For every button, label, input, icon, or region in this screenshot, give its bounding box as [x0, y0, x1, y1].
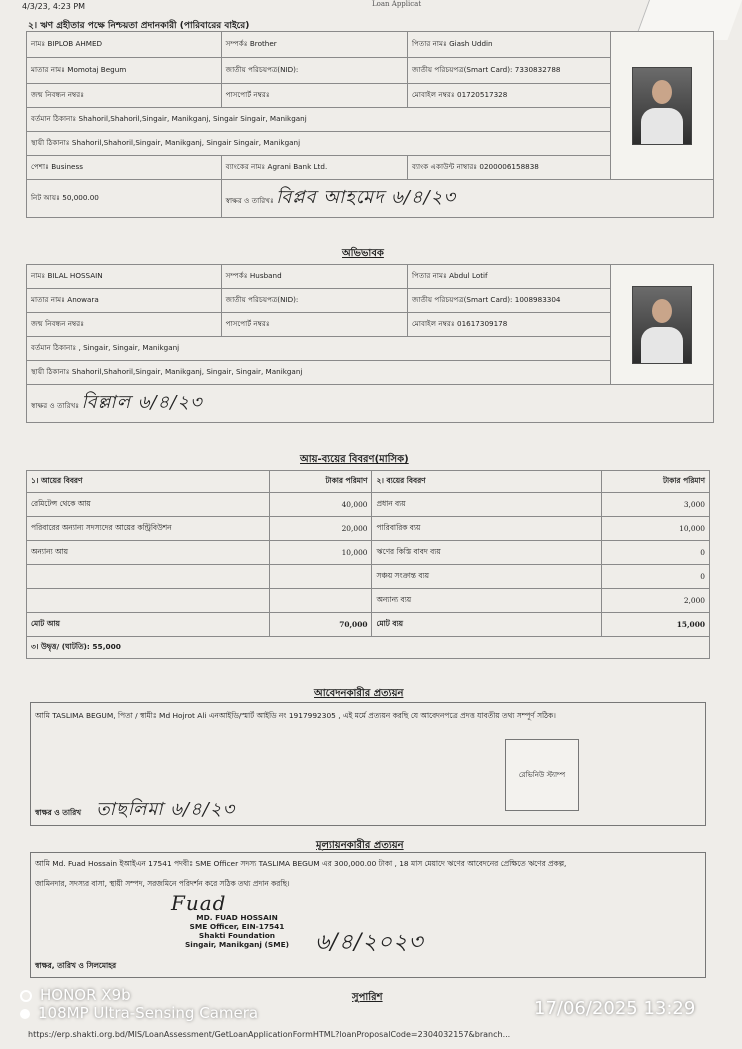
- ring-icon: [20, 990, 32, 1002]
- guardian-table: [26, 264, 714, 423]
- guarantor-section-title: ২। ঋণ গ্রহীতার পক্ষে নিশ্চয়তা প্রদানকারী (পারিবারের বাইরে): [28, 21, 250, 31]
- income-item: [27, 565, 270, 589]
- camera-sensor: 108MP Ultra-Sensing Camera: [38, 1004, 259, 1022]
- guarantor-bank-name: ব্যাংকের নামঃ Agrani Bank Ltd.: [221, 156, 407, 180]
- expense-header: ২। ব্যয়ের বিবরণ: [372, 471, 602, 493]
- recommendation-title: সুপারিশ: [352, 992, 383, 1003]
- officer-seal-line: Shakti Foundation: [198, 931, 276, 940]
- guarantor-mother: মাতার নামঃ Momotaj Begum: [27, 58, 222, 84]
- guardian-signature: বিল্লাল ৬/৪/২৩: [81, 392, 203, 413]
- guardian-father: পিতার নামঃ Abdul Lotif: [407, 265, 610, 289]
- applicant-declaration-text: আমি TASLIMA BEGUM, পিতা / স্বামীঃ Md Hojrot Ali এনআইডি/স্মার্ট আইডি নং 1917992305 , এই মর্মে প্রত্যয়ন করছি যে আবেদনপত্রে প্রদত্ত যাবতীয় তথ্য সম্পূর্ণ সঠিক।: [35, 711, 556, 720]
- income-amount: 40,000: [270, 493, 372, 517]
- expense-amount-header: টাকার পরিমাণ: [602, 471, 710, 493]
- assessor-signature-label: স্বাক্ষর, তারিখ ও সিলমোহর: [35, 961, 117, 970]
- guardian-nid: জাতীয় পরিচয়পত্র(NID):: [221, 289, 407, 313]
- guarantor-table: [26, 31, 714, 218]
- total-income: 70,000: [270, 613, 372, 637]
- guardian-mobile: মোবাইল নম্বরঃ 01617309178: [407, 313, 610, 337]
- expense-amount: 0: [602, 565, 710, 589]
- footer-url: https://erp.shakti.org.bd/MIS/LoanAssessment/GetLoanApplicationFormHTML?loanProposalCode=2304032157&branch...: [28, 1030, 511, 1039]
- dot-icon: [20, 1009, 30, 1019]
- guardian-passport: পাসপোর্ট নম্বরঃ: [221, 313, 407, 337]
- officer-seal-line: SME Officer, EIN-17541: [189, 922, 285, 931]
- guarantor-signature-label: স্বাক্ষর ও তারিখঃ: [225, 196, 274, 205]
- revenue-stamp-box: [505, 739, 579, 811]
- expense-amount: 10,000: [602, 517, 710, 541]
- assessor-declaration-text-1: আমি Md. Fuad Hossain ইআইএন 17541 পদবীঃ SME Officer সদস্য TASLIMA BEGUM এর 300,000.00 টাকা , 18 মাস মেয়াদে ঋণের আবেদনের প্রেক্ষিতে ঋণের প্রকল্প,: [35, 859, 567, 868]
- guardian-smart-card: জাতীয় পরিচয়পত্র(Smart Card): 1008983304: [407, 289, 610, 313]
- guardian-mother: মাতার নামঃ Anowara: [27, 289, 222, 313]
- income-item: রেমিটেন্স থেকে আয়: [27, 493, 270, 517]
- guardian-signature-label: স্বাক্ষর ও তারিখঃ: [31, 401, 80, 410]
- income-item: পরিবারের অন্যান্য সদস্যদের আয়ের কন্ট্রিবিউশন: [27, 517, 270, 541]
- guardian-name: নামঃ BILAL HOSSAIN: [27, 265, 222, 289]
- income-amount: 10,000: [270, 541, 372, 565]
- total-income-label: মোট আয়: [27, 613, 270, 637]
- surplus: ৩। উদ্বৃত্ত/ (ঘাটতি): 55,000: [27, 637, 710, 659]
- expense-amount: 0: [602, 541, 710, 565]
- guarantor-signature: বিপ্লব আহমেদ ৬/৪/২৩: [276, 187, 457, 208]
- guardian-relation: সম্পর্কঃ Husband: [221, 265, 407, 289]
- guardian-permanent-address: স্থায়ী ঠিকানাঃ Shahoril,Shahoril,Singair, Manikganj, Singair, Singair, Manikganj: [27, 361, 611, 385]
- guarantor-permanent-address: স্থায়ী ঠিকানাঃ Shahoril,Shahoril,Singair, Manikganj, Singair Singair, Manikganj: [27, 132, 611, 156]
- income-amount: [270, 589, 372, 613]
- guardian-present-address: বর্তমান ঠিকানাঃ , Singair, Singair, Manikganj: [27, 337, 611, 361]
- camera-model-row: [20, 986, 131, 1004]
- total-expense: 15,000: [602, 613, 710, 637]
- assessor-handwritten-signature: Fuad: [171, 891, 227, 915]
- assessor-declaration-text-2: জামিনদার, সদস্যর বাসা, স্থায়ী সম্পদ, সরজমিনে পরিদর্শন করে সঠিক তথ্য প্রদান করছি।: [35, 879, 290, 888]
- print-date: 4/3/23, 4:23 PM: [22, 2, 86, 11]
- guarantor-relation: সম্পর্কঃ Brother: [221, 32, 407, 58]
- applicant-declaration-title: আবেদনকারীর প্রত্যয়ন: [314, 688, 404, 699]
- income-header: ১। আয়ের বিবরণ: [27, 471, 270, 493]
- print-title: Loan Applicat: [372, 0, 422, 8]
- applicant-signature-row: [35, 795, 235, 826]
- guarantor-birth-reg: জন্ম নিবন্ধন নম্বরঃ: [27, 84, 222, 108]
- expense-item: অন্যান্য ব্যয়: [372, 589, 602, 613]
- guarantor-name: নামঃ BIPLOB AHMED: [27, 32, 222, 58]
- officer-seal: [167, 913, 307, 949]
- guarantor-bank-account: ব্যাংক একাউন্ট নাম্বারঃ 0200006158838: [407, 156, 610, 180]
- guarantor-father: পিতার নামঃ Giash Uddin: [407, 32, 610, 58]
- expense-item: ঋণের কিস্তি বাবদ ব্যয়: [372, 541, 602, 565]
- guarantor-mobile: মোবাইল নম্বরঃ 01720517328: [407, 84, 610, 108]
- assessor-date-signature: ৬/৪/২০২৩: [315, 930, 424, 955]
- income-amount: [270, 565, 372, 589]
- applicant-declaration-box: [30, 702, 706, 826]
- guarantor-net-income: নিট আয়ঃ 50,000.00: [27, 180, 222, 218]
- guarantor-photo: [632, 67, 692, 145]
- assessor-declaration-box: [30, 852, 706, 978]
- revenue-stamp-label: রেভিনিউ স্ট্যাম্প: [518, 771, 566, 779]
- finance-section-title: আয়-ব্যয়ের বিবরণ(মাসিক): [300, 454, 409, 465]
- guardian-photo-cell: [610, 265, 713, 385]
- guardian-section-title: অভিভাবক: [342, 248, 384, 259]
- finance-table: [26, 470, 710, 659]
- guardian-signature-cell: [27, 385, 714, 423]
- income-amount-header: টাকার পরিমাণ: [270, 471, 372, 493]
- officer-seal-line: Singair, Manikganj (SME): [184, 940, 290, 949]
- camera-model: HONOR X9b: [40, 986, 131, 1004]
- assessor-declaration-title: মূল্যায়নকারীর প্রত্যয়ন: [316, 840, 404, 851]
- guardian-photo: [632, 286, 692, 364]
- guarantor-occupation: পেশাঃ Business: [27, 156, 222, 180]
- expense-amount: 2,000: [602, 589, 710, 613]
- guarantor-smart-card: জাতীয় পরিচয়পত্র(Smart Card): 7330832788: [407, 58, 610, 84]
- guarantor-present-address: বর্তমান ঠিকানাঃ Shahoril,Shahoril,Singair, Manikganj, Singair Singair, Manikganj: [27, 108, 611, 132]
- income-item: অন্যান্য আয়: [27, 541, 270, 565]
- officer-seal-line: MD. FUAD HOSSAIN: [196, 913, 278, 922]
- expense-amount: 3,000: [602, 493, 710, 517]
- expense-item: প্রধান ব্যয়: [372, 493, 602, 517]
- guarantor-signature-cell: [221, 180, 713, 218]
- camera-timestamp: 17/06/2025 13:29: [534, 998, 696, 1019]
- camera-sensor-row: [20, 1004, 258, 1022]
- total-expense-label: মোট ব্যয়: [372, 613, 602, 637]
- income-item: [27, 589, 270, 613]
- expense-item: পারিবারিক ব্যয়: [372, 517, 602, 541]
- applicant-signature: তাছলিমা ৬/৪/২৩: [96, 799, 236, 820]
- applicant-signature-label: স্বাক্ষর ও তারিখ: [35, 808, 82, 817]
- guardian-birth-reg: জন্ম নিবন্ধন নম্বরঃ: [27, 313, 222, 337]
- expense-item: সঞ্চয় সংক্রান্ত ব্যয়: [372, 565, 602, 589]
- income-amount: 20,000: [270, 517, 372, 541]
- guarantor-passport: পাসপোর্ট নম্বরঃ: [221, 84, 407, 108]
- guarantor-photo-cell: [610, 32, 713, 180]
- guarantor-nid: জাতীয় পরিচয়পত্র(NID):: [221, 58, 407, 84]
